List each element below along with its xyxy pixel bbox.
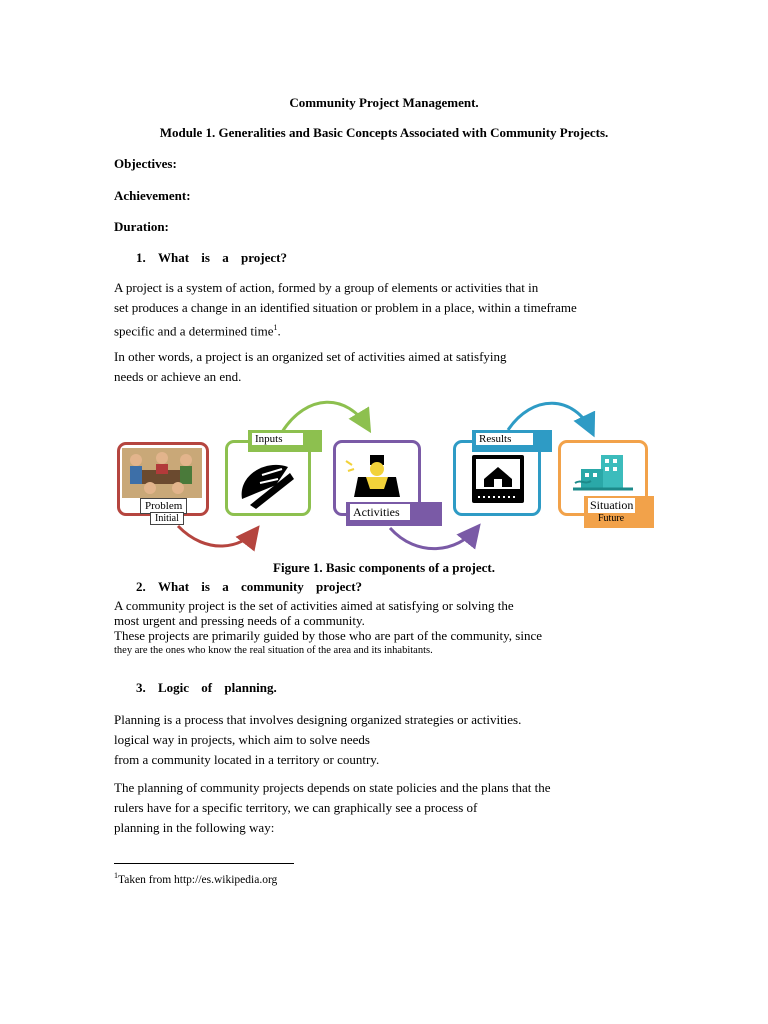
paragraph-line: logical way in projects, which aim to solve needs	[114, 732, 370, 747]
arrow-problem-to-inputs	[178, 526, 256, 546]
section-1-number: 1.	[136, 250, 146, 265]
document-house-icon	[470, 453, 526, 505]
footnote-ref: 1	[273, 323, 278, 332]
paragraph-line	[114, 318, 624, 341]
paragraph-line: These projects are primarily guided by those who are part of the community, since	[114, 628, 543, 643]
activities-label: Activities	[350, 504, 410, 520]
objectives-label: Objectives:	[114, 156, 177, 171]
section-2-title: What is a community project?	[158, 579, 363, 594]
footnote	[114, 871, 277, 886]
section-1-title: What is a project?	[158, 250, 287, 265]
paragraph-end: .	[277, 323, 281, 339]
section-3-title: Logic of planning.	[158, 680, 277, 695]
duration-label: Duration:	[114, 219, 169, 234]
paragraph-line: set produces a change in an identified situation or problem in a place, within a timeframe	[114, 300, 577, 315]
inputs-tag	[248, 430, 322, 452]
results-tag	[472, 430, 552, 452]
paragraph-text: specific and a determined time	[114, 323, 274, 339]
document-title: Community Project Management.	[289, 95, 479, 110]
paragraph-line: rulers have for a specific territory, we can graphically see a process of	[114, 800, 478, 815]
section-3-heading	[136, 680, 277, 696]
footnote-text: Taken from http://es.wikipedia.org	[118, 873, 278, 886]
footnote-separator	[114, 863, 294, 864]
paragraph-line: most urgent and pressing needs of a community.	[114, 613, 365, 628]
arrow-activities-to-results	[390, 528, 477, 549]
arrow-inputs-to-activities	[282, 402, 368, 432]
worker-icon	[344, 447, 410, 501]
results-label: Results	[476, 433, 533, 445]
achievement-label: Achievement:	[114, 188, 191, 203]
paragraph-line: they are the ones who know the real situation of the area and its inhabitants.	[114, 645, 433, 656]
initial-label: Initial	[150, 512, 184, 525]
section-3-paragraph-1	[114, 710, 624, 770]
module-title: Module 1. Generalities and Basic Concepts Associated with Community Projects.	[159, 125, 609, 140]
paragraph-line: Planning is a process that involves designing organized strategies or activities.	[114, 712, 522, 727]
section-2-number: 2.	[136, 579, 146, 594]
problem-label: Problem	[140, 498, 187, 514]
figure-caption: Figure 1. Basic components of a project.	[273, 560, 495, 575]
section-3-number: 3.	[136, 680, 146, 695]
inputs-label: Inputs	[252, 433, 303, 445]
section-2-heading	[136, 579, 362, 595]
tools-icon	[236, 455, 300, 509]
paragraph-line: A project is a system of action, formed by a group of elements or activities that in	[114, 280, 539, 295]
activities-tag	[346, 502, 442, 526]
footnote-number: 1	[114, 871, 118, 880]
paragraph-line: A community project is the set of activities aimed at satisfying or solving the	[114, 598, 514, 613]
section-1-heading	[136, 250, 287, 266]
buildings-icon	[571, 449, 635, 495]
project-components-diagram	[112, 398, 660, 556]
paragraph-line: The planning of community projects depends on state policies and the plans that the	[114, 780, 551, 795]
paragraph-line: planning in the following way:	[114, 820, 275, 835]
section-1-paragraph-2	[114, 347, 624, 387]
situation-label: Situation	[590, 498, 634, 512]
meeting-icon	[122, 448, 202, 498]
paragraph-line: In other words, a project is an organized set of activities aimed at satisfying	[114, 349, 507, 364]
future-label: Future	[598, 513, 625, 524]
arrow-results-to-situation	[508, 403, 592, 432]
situation-tag	[584, 496, 654, 528]
section-2-paragraph	[114, 598, 624, 658]
section-3-paragraph-2	[114, 778, 624, 838]
section-1-paragraph-1	[114, 278, 624, 341]
paragraph-line: from a community located in a territory or country.	[114, 752, 380, 767]
paragraph-line: needs or achieve an end.	[114, 369, 242, 384]
